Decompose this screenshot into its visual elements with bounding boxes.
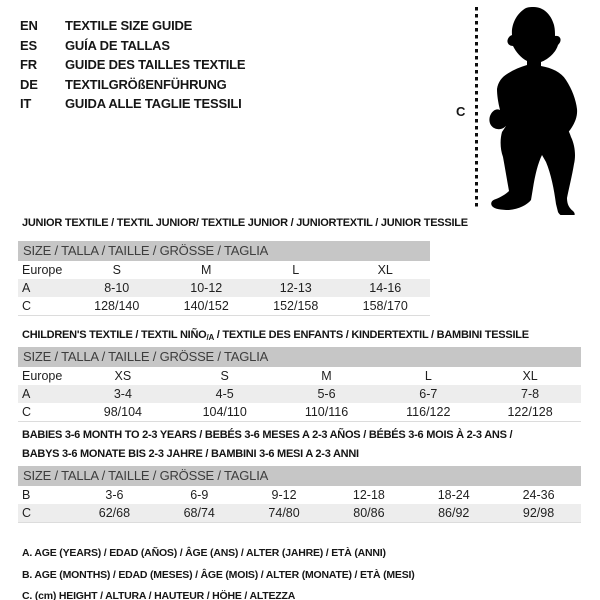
row-label: Europe <box>22 369 63 383</box>
table-cell: 24-36 <box>522 488 555 502</box>
lang-row-de <box>20 75 245 95</box>
table-cell: 9-12 <box>271 488 297 502</box>
size-header-bar: SIZE / TALLA / TAILLE / GRÖSSE / TAGLIA <box>18 347 581 367</box>
table-cell: 8-10 <box>104 281 130 295</box>
height-measure-label: C <box>456 104 466 119</box>
title-line-2: BABYS 3-6 MONATE BIS 2-3 JAHRE / BAMBINI 3-6 MESI A 2-3 ANNI <box>22 447 359 460</box>
table-cell: S <box>112 263 121 277</box>
table-cell: 68/74 <box>183 506 215 520</box>
row-label: A <box>22 387 31 401</box>
row-label: C <box>22 405 32 419</box>
table-cell: 14-16 <box>369 281 402 295</box>
title-subscript: /A <box>206 333 214 342</box>
babies-textile-table <box>18 466 581 523</box>
lang-title: GUIDA ALLE TAGLIE TESSILI <box>65 96 242 111</box>
size-header-bar: SIZE / TALLA / TAILLE / GRÖSSE / TAGLIA <box>18 241 430 261</box>
table-cell: 3-4 <box>113 387 132 401</box>
baby-silhouette-icon <box>485 5 589 215</box>
lang-code: EN <box>20 18 38 33</box>
title-line-1: BABIES 3-6 MONTH TO 2-3 YEARS / BEBÉS 3-6 MESES A 2-3 AÑOS / BÉBÉS 3-6 MOIS À 2-3 ANS / <box>22 429 513 441</box>
table-cell: XL <box>377 263 393 277</box>
table-cell: L <box>424 369 432 383</box>
table-cell: 4-5 <box>215 387 234 401</box>
junior-textile-title: JUNIOR TEXTILE / TEXTIL JUNIOR/ TEXTILE JUNIOR / JUNIORTEXTIL / JUNIOR TESSILE <box>22 217 468 229</box>
table-cell: 122/128 <box>507 405 553 419</box>
row-label: A <box>22 281 31 295</box>
table-row <box>18 297 430 315</box>
title-prefix: CHILDREN'S TEXTILE / TEXTIL NIÑO <box>22 329 207 341</box>
table-cell: 152/158 <box>273 299 319 313</box>
table-cell: 6-7 <box>419 387 438 401</box>
childrens-textile-title <box>22 329 529 342</box>
row-label: Europe <box>22 263 63 277</box>
table-cell: 110/116 <box>304 405 349 419</box>
table-cell: 116/122 <box>406 405 451 419</box>
lang-title: GUÍA DE TALLAS <box>65 37 170 53</box>
lang-code: IT <box>20 96 32 111</box>
table-cell: 3-6 <box>105 488 124 502</box>
row-label: C <box>22 506 32 520</box>
table-cell: M <box>321 369 332 383</box>
title-suffix: / TEXTILE DES ENFANTS / KINDERTEXTIL / BAMBINI TESSILE <box>213 329 529 341</box>
table-cell: 92/98 <box>522 506 555 520</box>
table-cell: S <box>220 369 229 383</box>
table-cell: M <box>201 263 212 277</box>
language-title-block <box>20 16 245 114</box>
lang-row-it <box>20 94 245 114</box>
lang-code: FR <box>20 57 37 72</box>
size-header-bar: SIZE / TALLA / TAILLE / GRÖSSE / TAGLIA <box>18 466 581 486</box>
junior-textile-table <box>18 241 430 316</box>
lang-title: TEXTILGRÖßENFÜHRUNG <box>65 76 227 92</box>
height-dashed-line <box>475 7 478 208</box>
table-cell: 10-12 <box>190 281 223 295</box>
table-cell: L <box>292 263 300 277</box>
lang-code: ES <box>20 37 37 53</box>
table-cell: XL <box>522 369 538 383</box>
table-cell: 140/152 <box>183 299 229 313</box>
lang-row-en <box>20 16 245 36</box>
table-cell: 12-18 <box>352 488 385 502</box>
childrens-textile-table <box>18 347 581 422</box>
footnotes-block <box>22 543 415 600</box>
table-cell: 98/104 <box>103 405 143 419</box>
lang-row-es <box>20 36 245 56</box>
row-label: C <box>22 299 32 313</box>
table-cell: 74/80 <box>268 506 300 520</box>
table-cell: 86/92 <box>438 506 470 520</box>
table-cell: 7-8 <box>521 387 540 401</box>
table-cell: 128/140 <box>94 299 140 313</box>
babies-textile-title <box>22 426 512 463</box>
table-cell: 62/68 <box>98 506 131 520</box>
footnote-c: C. (cm) HEIGHT / ALTURA / HAUTEUR / HÖHE / ALTEZZA <box>22 590 296 600</box>
footnote-b: B. AGE (MONTHS) / EDAD (MESES) / ÂGE (MOIS) / ALTER (MONATE) / ETÀ (MESI) <box>22 568 415 581</box>
row-label: B <box>22 488 31 502</box>
table-row <box>18 504 581 522</box>
table-row <box>18 385 581 403</box>
table-cell: 6-9 <box>190 488 209 502</box>
lang-title: GUIDE DES TAILLES TEXTILE <box>65 57 246 72</box>
lang-title: TEXTILE SIZE GUIDE <box>65 18 193 33</box>
table-cell: XS <box>114 369 132 383</box>
table-row <box>18 403 581 421</box>
lang-code: DE <box>20 76 38 92</box>
table-cell: 158/170 <box>362 299 408 313</box>
table-row <box>18 367 581 385</box>
footnote-a: A. AGE (YEARS) / EDAD (AÑOS) / ÂGE (ANS) / ALTER (JAHRE) / ETÀ (ANNI) <box>22 547 386 559</box>
table-cell: 12-13 <box>279 281 312 295</box>
table-cell: 104/110 <box>202 405 247 419</box>
table-cell: 5-6 <box>317 387 336 401</box>
table-row <box>18 486 581 504</box>
table-cell: 80/86 <box>353 506 385 520</box>
table-cell: 18-24 <box>437 488 470 502</box>
lang-row-fr <box>20 55 245 75</box>
table-row <box>18 261 430 279</box>
table-row <box>18 279 430 297</box>
